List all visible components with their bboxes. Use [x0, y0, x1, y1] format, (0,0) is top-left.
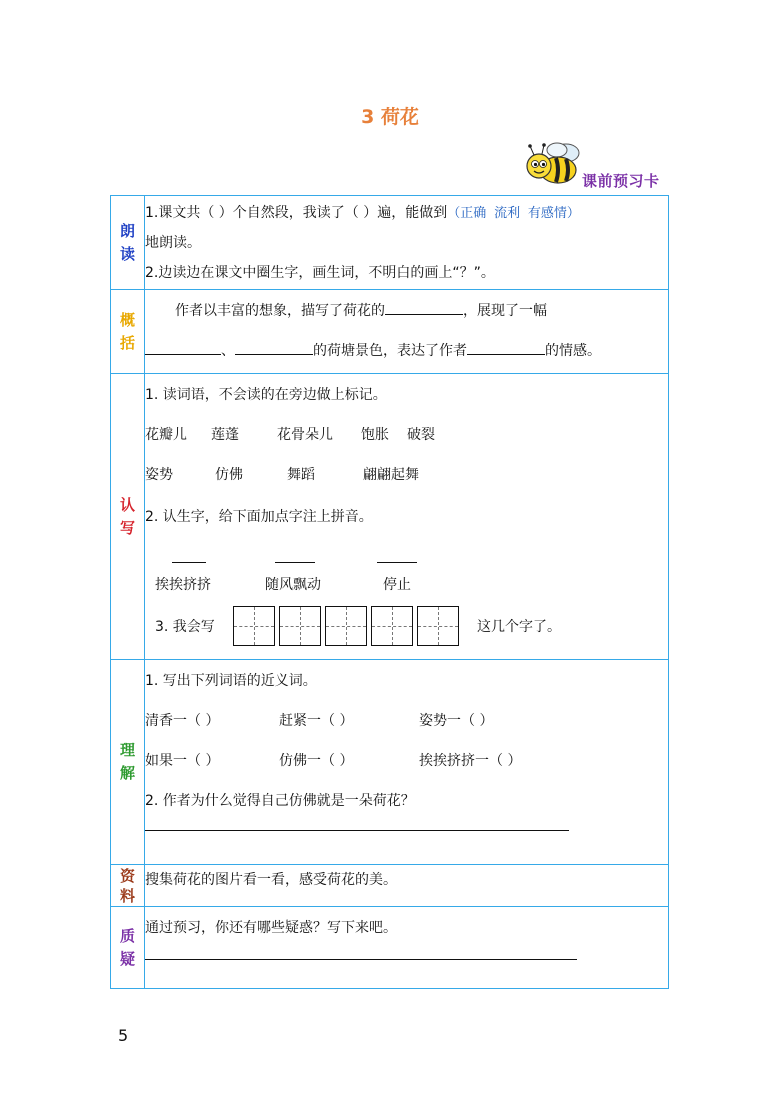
write-question-3: 3. 我会写 这几个字了。: [145, 602, 668, 650]
summary-blank-4[interactable]: [467, 338, 545, 355]
writing-grid-1[interactable]: [233, 606, 275, 646]
summary-blank-3[interactable]: [235, 338, 313, 355]
read-question-1: 1.课文共（ ）个自然段，我读了（ ）遍，能做到: [145, 205, 448, 221]
understand-question-2: 2. 作者为什么觉得自己仿佛就是一朵荷花？: [145, 793, 415, 809]
bee-icon: [522, 140, 582, 188]
pinyin-blanks: [145, 540, 668, 570]
write-question-1: 1. 读词语，不会读的在旁边做上标记。: [145, 387, 387, 403]
writing-grid-3[interactable]: [325, 606, 367, 646]
section-material: 搜集荷花的图片看一看，感受荷花的美。: [145, 865, 669, 907]
understand-question-1: 1. 写出下列词语的近义词。: [145, 673, 317, 689]
summary-blank-2[interactable]: [145, 338, 221, 355]
answer-line-question[interactable]: [145, 959, 577, 960]
write-question-2: 2. 认生字，给下面加点字注上拼音。: [145, 509, 373, 525]
section-label-summary: 概 括: [111, 290, 145, 374]
pinyin-words: 挨挨挤挤 随风飘动 停止: [155, 577, 411, 593]
section-label-read: 朗 读: [111, 196, 145, 290]
writing-grid-5[interactable]: [417, 606, 459, 646]
read-question-2: 2.边读边在课文中圈生字，画生词，不明白的画上“？”。: [145, 265, 495, 281]
synonym-row-1: 清香一（ ） 赶紧一（ ） 姿势一（ ）: [145, 713, 494, 729]
pinyin-blank-1[interactable]: [172, 546, 206, 563]
page-number: 5: [118, 1026, 129, 1045]
section-understand: [145, 660, 669, 865]
summary-blank-1[interactable]: [385, 298, 463, 315]
section-read: [145, 196, 669, 290]
word-row-1: 花瓣儿 莲蓬 花骨朵儿 饱胀 破裂: [145, 427, 435, 443]
answer-line-understand[interactable]: [145, 830, 569, 831]
section-question: 通过预习，你还有哪些疑惑？写下来吧。: [145, 907, 669, 989]
section-label-material: 资 料: [111, 865, 145, 907]
preview-card-table: [110, 195, 669, 989]
read-question-1-end: 地朗读。: [145, 235, 201, 251]
writing-grid-2[interactable]: [279, 606, 321, 646]
preview-card-badge: 课前预习卡: [582, 172, 660, 190]
read-hint: （正确 流利 有感情）: [447, 206, 580, 221]
section-label-understand: 理 解: [111, 660, 145, 865]
word-row-2: 姿势 仿佛 舞蹈 翩翩起舞: [145, 467, 419, 483]
page-title: 3 荷花: [361, 106, 419, 128]
section-write: [145, 374, 669, 660]
section-summary: 作者以丰富的想象，描写了荷花的 ，展现了一幅 、 的荷塘景色，表达了作者 的情感。: [145, 290, 669, 374]
pinyin-blank-2[interactable]: [275, 546, 315, 563]
section-label-question: 质 疑: [111, 907, 145, 989]
section-label-write: 认 写: [111, 374, 145, 660]
pinyin-blank-3[interactable]: [377, 546, 417, 563]
synonym-row-2: 如果一（ ） 仿佛一（ ） 挨挨挤挤一（ ）: [145, 753, 522, 769]
writing-grid-4[interactable]: [371, 606, 413, 646]
